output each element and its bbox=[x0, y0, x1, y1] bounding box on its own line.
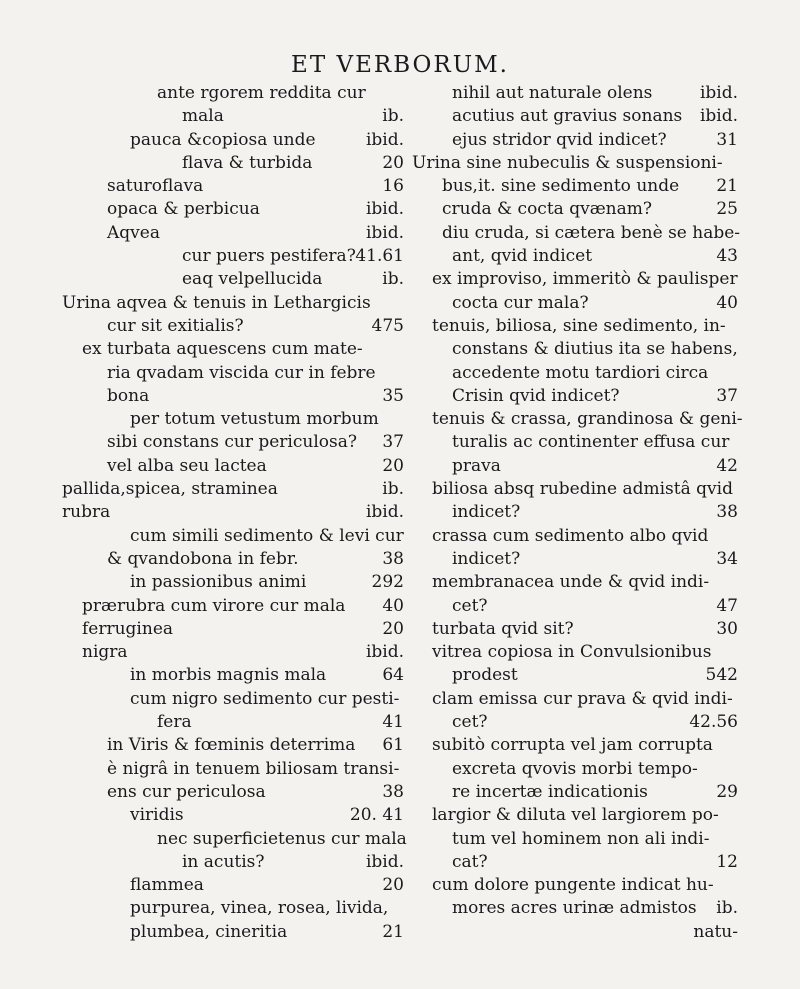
index-entry bbox=[412, 292, 738, 315]
index-entry bbox=[412, 711, 738, 734]
entry-text: vitrea copiosa in Convulsionibus bbox=[432, 642, 712, 663]
entry-reference: 20. 41 bbox=[349, 805, 404, 826]
entry-text: bona bbox=[107, 385, 150, 406]
index-entry bbox=[412, 129, 738, 152]
entry-text: clam emissa cur prava & qvid indi- bbox=[432, 688, 733, 709]
entry-text: crassa cum sedimento albo qvid bbox=[432, 525, 709, 546]
index-entry bbox=[62, 362, 404, 385]
entry-reference: 30 bbox=[716, 618, 738, 639]
entry-text: ex turbata aquescens cum mate- bbox=[82, 339, 363, 360]
entry-reference: ibid. bbox=[365, 502, 404, 523]
index-entry bbox=[62, 595, 404, 618]
entry-reference: ibid. bbox=[365, 222, 404, 243]
entry-reference: ibid. bbox=[699, 106, 738, 127]
index-entry bbox=[412, 525, 738, 548]
entry-reference: 37 bbox=[382, 432, 404, 453]
entry-reference: 12 bbox=[716, 851, 738, 872]
index-entry bbox=[62, 198, 404, 221]
index-entry bbox=[412, 338, 738, 361]
entry-reference: 38 bbox=[382, 781, 404, 802]
index-entry bbox=[62, 431, 404, 454]
index-entry bbox=[62, 664, 404, 687]
entry-reference: 542 bbox=[705, 665, 738, 686]
entry-text: diu cruda, si cætera benè se habe- bbox=[442, 222, 741, 243]
entry-text: tum vel hominem non ali indi- bbox=[452, 828, 710, 849]
index-entry bbox=[62, 641, 404, 664]
entry-text: opaca & perbicua bbox=[107, 199, 260, 220]
entry-text: cet? bbox=[452, 595, 488, 616]
entry-reference: 38 bbox=[382, 548, 404, 569]
index-entry bbox=[62, 315, 404, 338]
entry-text: acutius aut gravius sonans bbox=[452, 106, 683, 127]
entry-text: constans & diutius ita se habens, bbox=[452, 339, 738, 360]
index-entry bbox=[62, 455, 404, 478]
entry-text: cet? bbox=[452, 712, 488, 733]
index-entry bbox=[62, 874, 404, 897]
index-entry bbox=[62, 618, 404, 641]
entry-reference: 20 bbox=[382, 875, 404, 896]
index-entry bbox=[412, 571, 738, 594]
index-entry bbox=[412, 618, 738, 641]
entry-reference: ib. bbox=[382, 106, 404, 127]
index-entry bbox=[62, 175, 404, 198]
index-entry bbox=[62, 897, 404, 920]
entry-text: turalis ac continenter effusa cur bbox=[452, 432, 730, 453]
entry-reference: 64 bbox=[382, 665, 404, 686]
entry-text: cum simili sedimento & levi cur bbox=[130, 525, 404, 546]
entry-reference: 25 bbox=[716, 199, 738, 220]
index-entry bbox=[412, 105, 738, 128]
entry-reference: 20 bbox=[382, 455, 404, 476]
index-entry bbox=[412, 175, 738, 198]
entry-reference: ib. bbox=[382, 269, 404, 290]
index-entry bbox=[62, 688, 404, 711]
index-entry bbox=[62, 292, 404, 315]
entry-text: excreta qvovis morbi tempo- bbox=[452, 758, 698, 779]
index-entry bbox=[412, 828, 738, 851]
entry-text: pallida,spicea, straminea bbox=[62, 479, 278, 500]
entry-reference: 35 bbox=[382, 385, 404, 406]
index-entry bbox=[412, 641, 738, 664]
entry-reference: 16 bbox=[382, 176, 404, 197]
entry-text: flammea bbox=[130, 875, 204, 896]
entry-reference: 42 bbox=[716, 455, 738, 476]
entry-text: cat? bbox=[452, 851, 488, 872]
entry-text: nihil aut naturale olens bbox=[452, 83, 653, 103]
entry-reference: ibid. bbox=[365, 129, 404, 150]
entry-text: ferruginea bbox=[82, 618, 174, 639]
index-entry bbox=[62, 711, 404, 734]
entry-reference: 42.56 bbox=[689, 712, 738, 733]
entry-text: in passionibus animi bbox=[130, 572, 307, 593]
index-entry bbox=[412, 781, 738, 804]
entry-text: vel alba seu lactea bbox=[107, 455, 267, 476]
entry-text: plumbea, cineritia bbox=[130, 921, 288, 942]
entry-text: ant, qvid indicet bbox=[452, 246, 593, 267]
index-entry bbox=[412, 362, 738, 385]
index-entry bbox=[412, 408, 743, 431]
entry-text: purpurea, vinea, rosea, livida, bbox=[130, 898, 389, 919]
index-entry bbox=[62, 828, 407, 851]
index-entry bbox=[412, 804, 738, 827]
index-entry bbox=[412, 82, 738, 105]
entry-text: cum dolore pungente indicat hu- bbox=[432, 875, 714, 896]
index-entry bbox=[62, 501, 404, 524]
entry-text: mala bbox=[182, 106, 224, 127]
entry-reference: ib. bbox=[716, 898, 738, 919]
entry-text: ex improviso, immeritò & paulisper bbox=[432, 269, 738, 290]
entry-text: prodest bbox=[452, 665, 518, 686]
index-entry bbox=[62, 222, 404, 245]
index-entry bbox=[412, 734, 738, 757]
entry-text: flava & turbida bbox=[182, 152, 313, 173]
entry-text: natu- bbox=[693, 921, 738, 942]
entry-text: ejus stridor qvid indicet? bbox=[452, 129, 667, 150]
entry-reference: 41.61 bbox=[355, 246, 404, 267]
index-entry bbox=[62, 385, 404, 408]
index-entry bbox=[62, 804, 404, 827]
entry-text: per totum vetustum morbum bbox=[130, 409, 379, 430]
entry-text: ante rgorem reddita cur bbox=[157, 83, 366, 103]
entry-text: subitò corrupta vel jam corrupta bbox=[432, 735, 713, 756]
entry-text: è nigrâ in tenuem biliosam transi- bbox=[107, 758, 400, 779]
entry-reference: ib. bbox=[382, 479, 404, 500]
entry-text: tenuis & crassa, grandinosa & geni- bbox=[432, 409, 743, 430]
index-entry bbox=[62, 105, 404, 128]
entry-text: indicet? bbox=[452, 502, 521, 523]
index-entry bbox=[62, 408, 404, 431]
index-entry bbox=[412, 851, 738, 874]
entry-reference: 29 bbox=[716, 781, 738, 802]
right-column bbox=[412, 82, 743, 944]
index-entry bbox=[62, 245, 404, 268]
entry-reference: 37 bbox=[716, 385, 738, 406]
entry-text: accedente motu tardiori circa bbox=[452, 362, 709, 383]
entry-text: biliosa absq rubedine admistâ qvid bbox=[432, 479, 733, 500]
entry-text: pauca &copiosa unde bbox=[130, 129, 316, 150]
index-entry bbox=[412, 501, 738, 524]
entry-text: saturoflava bbox=[107, 176, 204, 197]
index-entry bbox=[62, 758, 404, 781]
entry-text: in Viris & fœminis deterrima bbox=[107, 735, 356, 756]
entry-text: turbata qvid sit? bbox=[432, 618, 574, 639]
entry-text: ens cur periculosa bbox=[107, 781, 266, 802]
entry-text: cur sit exitialis? bbox=[107, 315, 244, 336]
entry-text: cum nigro sedimento cur pesti- bbox=[130, 688, 400, 709]
entry-reference: ibid. bbox=[365, 642, 404, 663]
index-entry bbox=[412, 758, 738, 781]
index-entry bbox=[62, 734, 404, 757]
entry-text: membranacea unde & qvid indi- bbox=[432, 572, 710, 593]
entry-reference: 34 bbox=[716, 548, 738, 569]
index-entry bbox=[62, 525, 404, 548]
entry-text: nigra bbox=[82, 642, 128, 663]
index-entry bbox=[62, 921, 404, 944]
entry-text: & qvandobona in febr. bbox=[107, 548, 299, 569]
entry-text: Urina sine nubeculis & suspensioni- bbox=[412, 152, 723, 173]
index-entry bbox=[62, 152, 404, 175]
index-entry bbox=[412, 688, 738, 711]
index-entry bbox=[62, 338, 404, 361]
index-entry bbox=[412, 222, 741, 245]
entry-text: fera bbox=[157, 712, 192, 733]
index-entry bbox=[62, 851, 404, 874]
entry-text: tenuis, biliosa, sine sedimento, in- bbox=[432, 315, 726, 336]
index-entry bbox=[412, 315, 738, 338]
index-entry bbox=[412, 595, 738, 618]
entry-text: rubra bbox=[62, 502, 111, 523]
index-entry bbox=[412, 152, 738, 175]
entry-text: bus,it. sine sedimento unde bbox=[442, 176, 680, 197]
entry-reference: 21 bbox=[716, 176, 738, 197]
entry-text: in acutis? bbox=[182, 851, 265, 872]
entry-text: in morbis magnis mala bbox=[130, 665, 327, 686]
index-entry bbox=[412, 385, 738, 408]
entry-reference: 475 bbox=[371, 315, 404, 336]
index-entry bbox=[62, 571, 404, 594]
entry-reference: 20 bbox=[382, 152, 404, 173]
entry-text: Crisin qvid indicet? bbox=[452, 385, 620, 406]
entry-reference: 61 bbox=[382, 735, 404, 756]
index-entry bbox=[412, 921, 738, 944]
entry-text: cur puers pestifera? bbox=[182, 246, 356, 267]
index-entry bbox=[412, 548, 738, 571]
entry-reference: 41 bbox=[382, 712, 404, 733]
entry-text: mores acres urinæ admistos bbox=[452, 898, 697, 919]
entry-reference: 43 bbox=[716, 246, 738, 267]
entry-text: viridis bbox=[130, 805, 184, 826]
index-entry bbox=[62, 268, 404, 291]
entry-text: sibi constans cur periculosa? bbox=[107, 432, 357, 453]
entry-text: Aqvea bbox=[107, 222, 160, 243]
left-column bbox=[62, 82, 407, 944]
entry-text: ria qvadam viscida cur in febre bbox=[107, 362, 376, 383]
entry-reference: 40 bbox=[716, 292, 738, 313]
entry-reference: 20 bbox=[382, 618, 404, 639]
entry-reference: 40 bbox=[382, 595, 404, 616]
entry-reference: 38 bbox=[716, 502, 738, 523]
entry-text: prava bbox=[452, 455, 501, 476]
index-entry bbox=[412, 478, 738, 501]
entry-reference: 21 bbox=[382, 921, 404, 942]
entry-reference: ibid. bbox=[365, 851, 404, 872]
entry-text: re incertæ indicationis bbox=[452, 781, 648, 802]
entry-text: cruda & cocta qvænam? bbox=[442, 199, 652, 220]
index-entry bbox=[62, 129, 404, 152]
index-entry bbox=[412, 198, 738, 221]
index-entry bbox=[62, 478, 404, 501]
index-entry bbox=[412, 245, 738, 268]
entry-text: cocta cur mala? bbox=[452, 292, 589, 313]
entry-text: Urina aqvea & tenuis in Lethargicis bbox=[62, 292, 371, 313]
entry-reference: 292 bbox=[371, 572, 404, 593]
running-header: ET VERBORUM. bbox=[291, 52, 509, 78]
entry-text: prærubra cum virore cur mala bbox=[82, 595, 346, 616]
index-entry bbox=[412, 897, 738, 920]
index-entry bbox=[412, 874, 738, 897]
index-entry bbox=[62, 781, 404, 804]
entry-text: nec superficietenus cur mala bbox=[157, 828, 407, 849]
index-entry bbox=[412, 455, 738, 478]
entry-text: indicet? bbox=[452, 548, 521, 569]
entry-reference: ibid. bbox=[365, 199, 404, 220]
index-entry bbox=[412, 664, 738, 687]
entry-text: largior & diluta vel largiorem po- bbox=[432, 805, 719, 826]
entry-reference: ibid. bbox=[699, 83, 738, 103]
entry-reference: 47 bbox=[716, 595, 738, 616]
index-entry bbox=[62, 82, 404, 105]
index-entry bbox=[412, 431, 738, 454]
entry-reference: 31 bbox=[716, 129, 738, 150]
index-entry bbox=[412, 268, 738, 291]
index-entry bbox=[62, 548, 404, 571]
entry-text: eaq velpellucida bbox=[182, 269, 323, 290]
